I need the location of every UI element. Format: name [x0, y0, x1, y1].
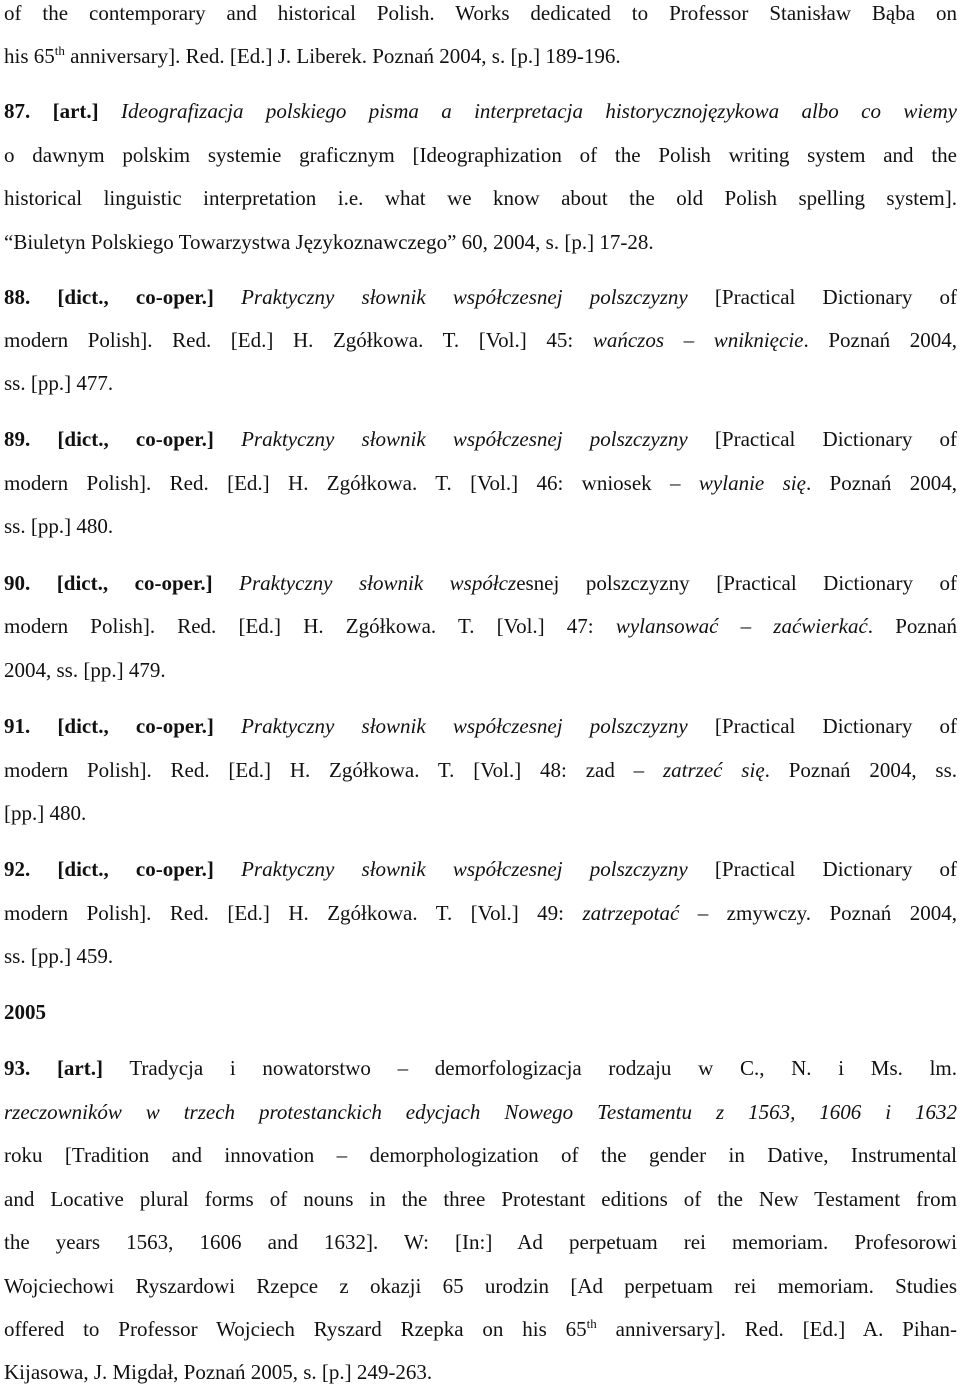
entry-88-line-2: modern Polish]. Red. [Ed.] H. Zgółkowa. T. [Vol.] 45: wańczos – wniknięcie. Poznań 2004,	[4, 328, 958, 352]
entry-91-line-2: modern Polish]. Red. [Ed.] H. Zgółkowa. T. [Vol.] 48: zad – zatrzeć się. Poznań 2004, ss.	[4, 758, 958, 782]
entry-90-line-1: 90. [dict., co-oper.] Praktyczny słownik współczesnej polszczyzny [Practical Dictionary of	[4, 571, 958, 595]
entry-90-line-3: 2004, ss. [pp.] 479.	[4, 658, 166, 682]
entry-87-line-2: o dawnym polskim systemie graficznym [Ideographization of the Polish writing system and the	[4, 143, 957, 167]
entry-92-line-1: 92. [dict., co-oper.] Praktyczny słownik współczesnej polszczyzny [Practical Dictionary of	[4, 857, 958, 881]
entry-93-line-3: roku [Tradition and innovation – demorphologization of the gender in Dative, Instrumental	[4, 1143, 957, 1167]
entry-87-line-3: historical linguistic interpretation i.e. what we know about the old Polish spelling system].	[4, 186, 957, 210]
entry-91-line-3: [pp.] 480.	[4, 801, 87, 825]
entry-89-line-1: 89. [dict., co-oper.] Praktyczny słownik współczesnej polszczyzny [Practical Dictionary of	[4, 427, 958, 451]
entry-88-line-1: 88. [dict., co-oper.] Praktyczny słownik współczesnej polszczyzny [Practical Dictionary of	[4, 285, 958, 309]
entry-93-line-2: rzeczowników w trzech protestanckich edycjach Nowego Testamentu z 1563, 1606 i 1632	[4, 1100, 957, 1124]
entry-87-line-4: “Biuletyn Polskiego Towarzystwa Językoznawczego” 60, 2004, s. [p.] 17-28.	[4, 230, 654, 254]
entry-93-line-8: Kijasowa, J. Migdał, Poznań 2005, s. [p.] 249-263.	[4, 1360, 433, 1384]
entry-93-line-6: Wojciechowi Ryszardowi Rzepce z okazji 65 urodzin [Ad perpetuam rei memoriam. Studies	[4, 1274, 957, 1298]
entry-86-line-1: of the contemporary and historical Polish. Works dedicated to Professor Stanisław Bąba on	[4, 1, 957, 25]
entry-89-line-2: modern Polish]. Red. [Ed.] H. Zgółkowa. T. [Vol.] 46: wniosek – wylanie się. Poznań 2004,	[4, 471, 957, 495]
entry-93-line-4: and Locative plural forms of nouns in the three Protestant editions of the New Testament from	[4, 1187, 957, 1211]
entry-93-line-7: offered to Professor Wojciech Ryszard Rzepka on his 65th anniversary]. Red. [Ed.] A. Pihan-	[4, 1316, 958, 1341]
entry-90-line-2: modern Polish]. Red. [Ed.] H. Zgółkowa. T. [Vol.] 47: wylansować – zaćwierkać. Poznań	[4, 614, 958, 638]
entry-91-line-1: 91. [dict., co-oper.] Praktyczny słownik współczesnej polszczyzny [Practical Dictionary of	[4, 714, 958, 738]
entry-93-line-1: 93. [art.] Tradycja i nowatorstwo – demorfologizacja rodzaju w C., N. i Ms. lm.	[4, 1056, 957, 1080]
entry-88-line-3: ss. [pp.] 477.	[4, 371, 114, 395]
entry-87-line-1: 87. [art.] Ideografizacja polskiego pisma a interpretacja historycznojęzykowa albo co wiemy	[4, 99, 957, 123]
entry-93-line-5: the years 1563, 1606 and 1632]. W: [In:] Ad perpetuam rei memoriam. Profesorowi	[4, 1230, 957, 1254]
entry-89-line-3: ss. [pp.] 480.	[4, 514, 114, 538]
entry-92-line-3: ss. [pp.] 459.	[4, 944, 114, 968]
entry-86-line-2: his 65th anniversary]. Red. [Ed.] J. Liberek. Poznań 2004, s. [p.] 189-196.	[4, 43, 621, 68]
entry-92-line-2: modern Polish]. Red. [Ed.] H. Zgółkowa. T. [Vol.] 49: zatrzepotać – zmywczy. Poznań 2004,	[4, 901, 958, 925]
year-heading: 2005	[4, 1000, 46, 1024]
